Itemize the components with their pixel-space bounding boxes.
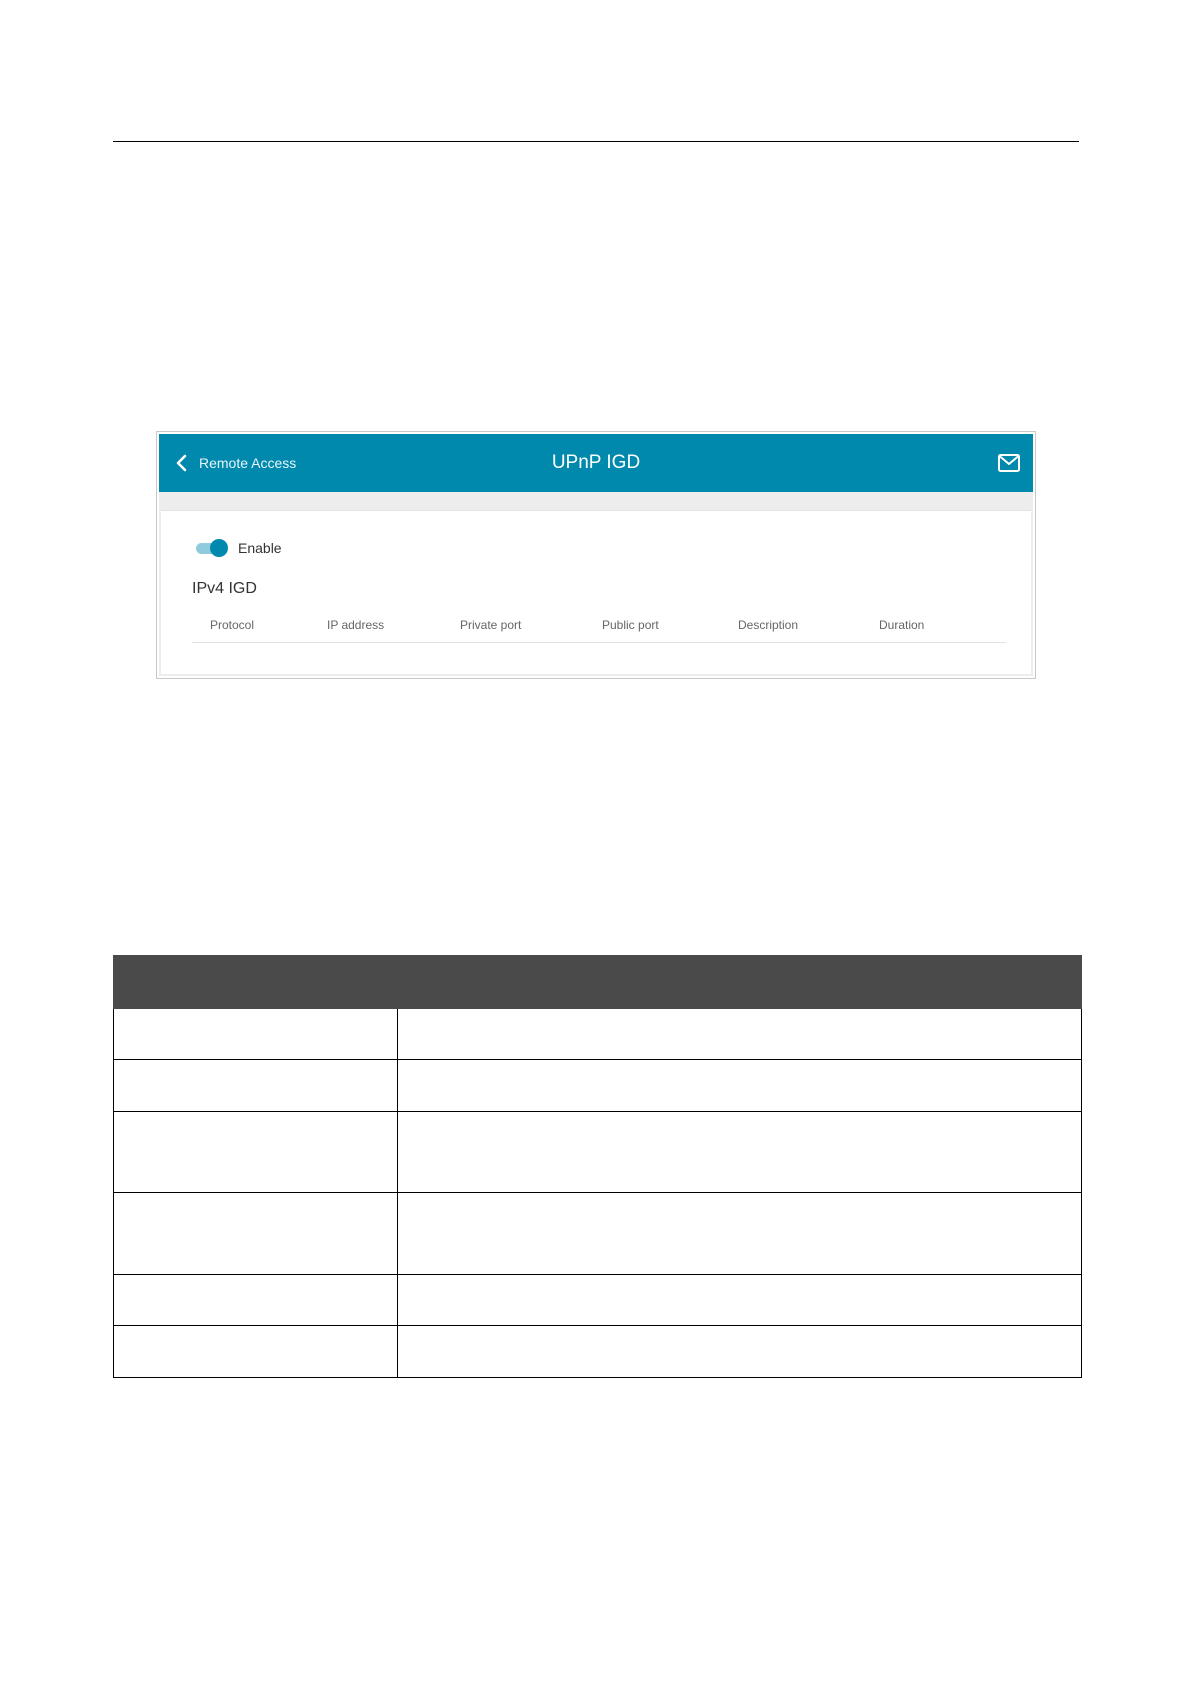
header-cell (114, 956, 398, 1009)
upnp-igd-page (159, 434, 1033, 676)
back-link-label: Remote Access (199, 455, 297, 471)
table-cell (114, 1009, 398, 1060)
page-header-bar (159, 434, 1033, 492)
table-row (114, 1193, 1082, 1275)
col-duration: Duration (879, 618, 925, 632)
enable-label: Enable (238, 540, 282, 556)
col-private-port: Private port (460, 618, 522, 632)
chevron-left-icon (173, 454, 191, 472)
table-row (114, 1009, 1082, 1060)
table-cell (398, 1193, 1082, 1275)
header-cell (398, 956, 1082, 1009)
col-description: Description (738, 618, 799, 632)
table-cell (398, 1060, 1082, 1112)
table-cell (398, 1326, 1082, 1378)
table-cell (114, 1275, 398, 1326)
igd-table-header (192, 607, 1006, 643)
toggle-knob (210, 539, 228, 557)
mail-icon[interactable] (997, 452, 1021, 474)
table-cell (114, 1326, 398, 1378)
table-row (114, 1060, 1082, 1112)
section-title: IPv4 IGD (192, 580, 257, 597)
table-cell (114, 1112, 398, 1193)
table-row (114, 1112, 1082, 1193)
col-protocol: Protocol (210, 618, 255, 632)
parameter-table (113, 955, 1082, 1378)
col-ip-address: IP address (327, 618, 385, 632)
back-link[interactable] (173, 434, 296, 492)
table-row (114, 1326, 1082, 1378)
page-header-rule (113, 141, 1079, 142)
table-row (114, 1275, 1082, 1326)
enable-row (194, 539, 282, 557)
table-cell (398, 1275, 1082, 1326)
table-cell (114, 1060, 398, 1112)
col-public-port: Public port (602, 618, 659, 632)
screenshot-frame (156, 431, 1036, 679)
settings-card (161, 510, 1031, 674)
page-title: UPnP IGD (551, 452, 641, 473)
table-cell (398, 1009, 1082, 1060)
table-cell (114, 1193, 398, 1275)
enable-toggle[interactable] (194, 539, 228, 557)
parameter-table-header (114, 956, 1082, 1009)
table-cell (398, 1112, 1082, 1193)
